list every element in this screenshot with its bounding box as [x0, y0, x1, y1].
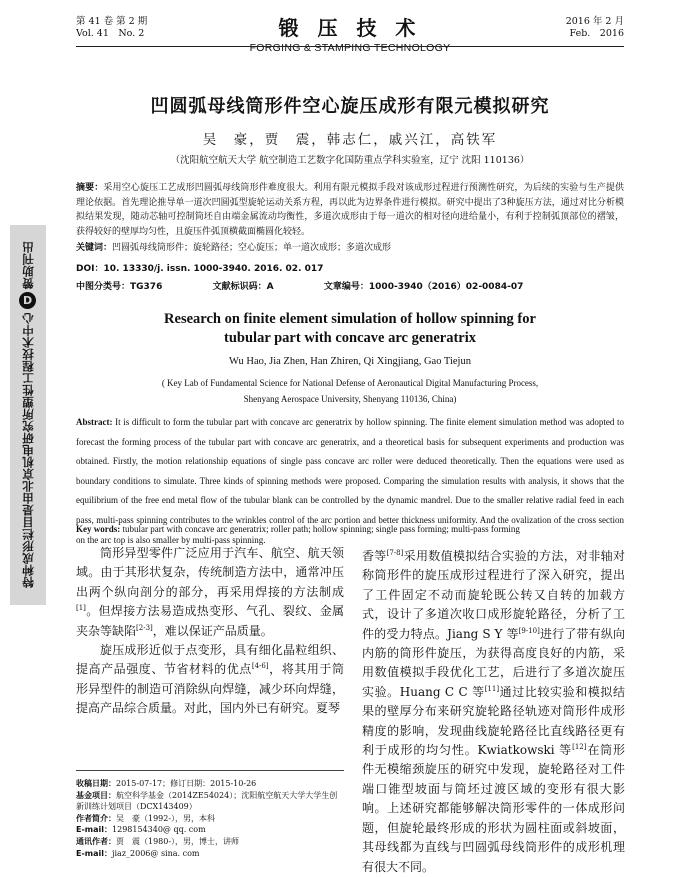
- keywords-cn: [76, 241, 624, 256]
- body-text: ，将其用于筒形异型件的制造可消除纵向焊缝，减少环向焊缝，提高产品综合质量。对此，国内外已有研究。夏琴: [76, 662, 344, 716]
- volume-en: Vol. 41 No. 2: [76, 28, 145, 39]
- doi-label: DOI：: [76, 264, 104, 274]
- abstract-cn: [76, 181, 624, 239]
- body-paragraph: [362, 547, 625, 877]
- citation: [9-10]: [518, 626, 540, 635]
- abstract-en-label: Abstract:: [76, 417, 113, 427]
- keywords-en-label: Key words:: [76, 524, 121, 534]
- footnote-email2: [76, 848, 344, 860]
- footnote-value: 航空科学基金（2014ZE54024）；沈阳航空航天大学大学生创新训练计划项目（DCX143409）: [76, 790, 338, 812]
- footnote-email1: [76, 824, 344, 836]
- footnote-value[interactable]: 1298154340@ qq. com: [112, 825, 206, 835]
- journal-title-cn: 锻 压 技 术: [278, 16, 422, 40]
- doc-code-label: 文献标识码：: [212, 282, 267, 292]
- footnote-author: [76, 813, 344, 825]
- body-text: 。但焊接方法易造成热变形、气孔、裂纹、金属夹杂等缺陷: [76, 604, 344, 638]
- volume-cn: 第 41 卷 第 2 期: [76, 16, 148, 27]
- sponsor-text-after: 赞助刊出: [21, 241, 35, 290]
- keywords-en-text: tubular part with concave arc generatrix; roller path; hollow spinning; single pass forming; multi-pass forming: [120, 524, 520, 534]
- abstract-cn-label: 摘要：: [76, 183, 104, 193]
- keywords-en: [76, 524, 624, 534]
- body-text: 旋压成形近似于点变形，具有细化晶粒组织、提高产品强度、节省材料的优点: [76, 643, 344, 677]
- footnote-fund: [76, 790, 344, 813]
- body-text: 采用数值模拟结合实验的方法，对非轴对称筒形件的旋压成形过程进行了深入研究，提出了工件固定不动而旋轮既公转又自转的加载方式，设计了多道次收口成形旋轮路径，分析了工件的受力特点。Jiang S Y 等: [362, 549, 625, 641]
- affiliation-en-line2: Shenyang Aerospace University, Shenyang 110136, China): [243, 394, 457, 404]
- header-rule: [76, 46, 624, 47]
- classification-line: [76, 279, 624, 292]
- affiliation-en: [0, 375, 700, 407]
- sponsor-logo-icon: D: [20, 293, 37, 310]
- citation: [12]: [572, 743, 587, 752]
- sponsor-sidebar-text: [10, 225, 46, 605]
- body-text: 通过比较实验和模拟结果的壁厚分布来研究旋轮路径轨迹对筒形件成形精度的影响，发现曲线旋轮路径比直线路径更有利于成形的均匀性。Kwiatkowski 等: [362, 684, 625, 758]
- footnote-value: 贾 震（1980-），男，博士，讲师: [116, 836, 240, 846]
- body-text: 进行了带有纵向内筋的筒形件旋压，为获得高度良好的内筋，采用数值模拟手段优化工艺，后进行了多道次旋压实验。Huang C C 等: [362, 626, 625, 699]
- authors-en: Wu Hao, Jia Zhen, Han Zhiren, Qi Xingjiang, Gao Tiejun: [229, 356, 471, 367]
- footnote-label: 收稿日期：: [76, 779, 116, 788]
- sponsor-text-before: 特种成形栏目是由北京机电研究所塑性工程技术中心: [21, 312, 35, 589]
- paper-title-en-text: Research on finite element simulation of hollow spinning for tubular part with concave arc generatrix: [164, 311, 536, 346]
- abstract-en-text: It is difficult to form the tubular part with concave arc generatrix by hollow spinning. The finite element simulation method was adopted to forecast the forming process of the tubular part with concave arc generatrix, and a theoretical basis for subsequent experiments and production was obtained. Firstly, the motion relationship equations of single pass concave arc roller were deduced theoretically. Then the equations were used as boundary conditions to simulate. Three kinds of spinning methods were proposed. Comparing the simulation results with analysis, it shows that the equilibrium of the free end metal flow of the tubular blank can be controlled by the dynamic mandrel. Due to the smaller relative radial feed in each pass, multi-pass spinning contributes to the wrinkles control of the arc portion and better thickness uniformity. And the ovalization of the cross section on the arc top is also smaller by multi-pass spinning.: [76, 417, 624, 545]
- footnote: [76, 778, 344, 859]
- body-column-left: [76, 544, 344, 719]
- body-paragraph: [76, 641, 344, 719]
- footnote-label: 通讯作者：: [76, 836, 116, 846]
- journal-title-en: FORGING & STAMPING TECHNOLOGY: [249, 42, 451, 54]
- footnote-value[interactable]: jiaz_2006@ sina. com: [112, 848, 200, 858]
- article-no-label: 文章编号：: [323, 282, 369, 292]
- citation: [4-6]: [251, 662, 269, 671]
- footnote-label: 作者简介：: [76, 813, 116, 823]
- footnote-value: 2015-07-17；修订日期：2015-10-26: [116, 779, 257, 788]
- doi-line: [76, 261, 323, 274]
- body-text: ，难以保证产品质量。: [152, 623, 273, 638]
- body-column-right: [362, 547, 625, 877]
- footnote-label: E-mail：: [76, 848, 113, 858]
- body-paragraph: [76, 544, 344, 641]
- date-en: Feb. 2016: [569, 28, 624, 39]
- clc-value: TG376: [130, 282, 163, 292]
- authors-cn: 吴 豪，贾 震，韩志仁，戚兴江，高铁军: [202, 132, 498, 148]
- citation: [2-3]: [136, 623, 153, 632]
- footnote-corresponding: [76, 836, 344, 848]
- keywords-cn-label: 关键词：: [76, 243, 113, 253]
- footnote-label: 基金项目：: [76, 790, 116, 800]
- citation: [1]: [76, 604, 86, 613]
- footnote-label: E-mail：: [76, 825, 113, 835]
- footnote-rule: [76, 770, 344, 771]
- citation: [11]: [484, 684, 500, 693]
- doi-value: 10. 13330/j. issn. 1000-3940. 2016. 02. 017: [103, 264, 324, 274]
- affiliation-en-line1: ( Key Lab of Fundamental Science for National Defense of Aeronautical Digital Manufacturing Process,: [161, 378, 539, 388]
- article-no-value: 1000-3940（2016）02-0084-07: [368, 282, 524, 292]
- body-text: 筒形异型零件广泛应用于汽车、航空、航天领域。由于其形状复杂，传统制造方法中，通常冲压出两个纵向剖分的部分，再采用焊接的方法制成: [76, 546, 344, 599]
- date-cn: 2016 年 2 月: [565, 16, 624, 27]
- paper-title-en: [0, 310, 700, 348]
- keywords-cn-text: 凹圆弧母线筒形件；旋轮路径；空心旋压；单一道次成形；多道次成形: [112, 243, 392, 253]
- paper-title-cn: 凹圆弧母线筒形件空心旋压成形有限元模拟研究: [150, 96, 550, 117]
- doc-code-value: A: [266, 282, 274, 292]
- running-header-date: [566, 16, 624, 40]
- citation: [7-8]: [386, 549, 404, 557]
- clc-label: 中图分类号：: [76, 282, 131, 292]
- abstract-cn-text: 采用空心旋压工艺成形凹圆弧母线筒形件难度很大。利用有限元模拟手段对该成形过程进行预测性研究，为后续的实验与生产提供理论依据。首先理论推导单一道次凹圆弧型旋轮运动关系方程，再以此为边界条件进行模拟。研究中提出了3种旋压方法，通过对比分析模拟结果发现，随动芯轴可控制筒坯自由端金属流动均衡性，多道次成形由于每一道次的相对径向进给量小，有利于控制弧顶部位的褶皱，获得较好的壁厚均匀性，且旋压件弧顶横截面椭圆化较轻。: [76, 183, 624, 237]
- footnote-value: 吴 豪（1992-），男，本科: [116, 813, 216, 823]
- affiliation-cn: （沈阳航空航天大学 航空制造工艺数字化国防重点学科实验室，辽宁 沈阳 110136）: [170, 155, 530, 166]
- body-text: 在筒形件无模缩颈旋压的研究中发现，旋轮路径对工件端口锥型坡面与筒坯过渡区域的变形有很大影响。上述研究都能够解决筒形零件的一体成形问题，但旋轮最终形成的形状为圆柱面或斜坡面，其母线都为直线与凹圆弧母线筒形件的成形机理有很大不同。: [362, 743, 625, 874]
- body-text: 香等: [362, 549, 387, 563]
- footnote-received: [76, 778, 344, 790]
